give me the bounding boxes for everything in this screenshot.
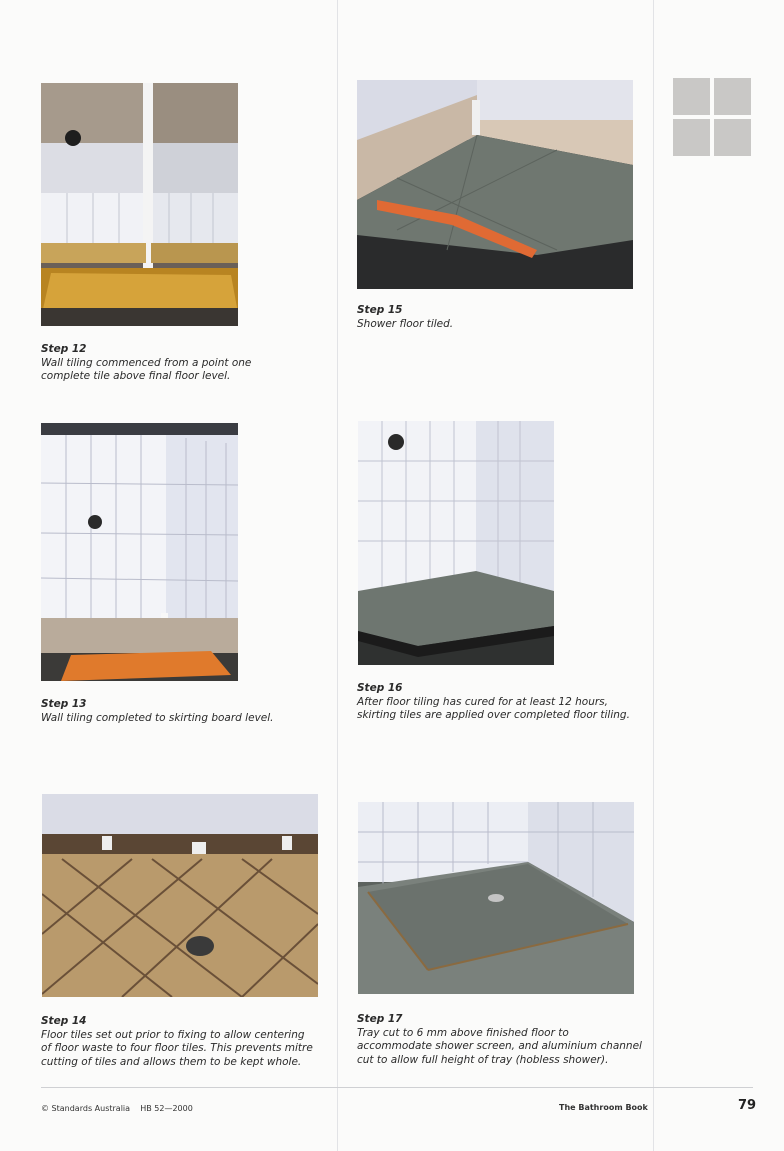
step-text: Shower floor tiled.	[357, 317, 454, 330]
step-title: Step 14	[41, 1015, 87, 1027]
step-text: Wall tiling completed to skirting board level.	[41, 711, 274, 724]
column-rule-left	[337, 0, 338, 1151]
page-number: 79	[738, 1098, 757, 1113]
tile-swatch	[714, 119, 751, 156]
step-text: Tray cut to 6 mm above finished floor to accommodate shower screen, and aluminium channel cut to allow full height of tray (hobless shower).	[357, 1026, 642, 1066]
caption-step-12	[41, 343, 271, 384]
footer-rule	[41, 1087, 753, 1088]
copyright: © Standards Australia	[41, 1104, 131, 1113]
caption-step-14	[41, 1015, 316, 1069]
tile-swatch	[673, 119, 710, 156]
photo-step-17	[358, 802, 634, 994]
book-title: The Bathroom Book	[559, 1103, 648, 1112]
caption-step-17	[357, 1013, 642, 1067]
step-title: Step 17	[357, 1013, 403, 1025]
step-title: Step 15	[357, 304, 403, 316]
step-title: Step 13	[41, 698, 87, 710]
photo-step-12	[41, 83, 238, 326]
column-rule-right	[653, 0, 654, 1151]
caption-step-16	[357, 682, 637, 723]
photo-step-16	[358, 421, 554, 665]
photo-step-13	[41, 423, 238, 681]
standard-code: HB 52—2000	[140, 1104, 193, 1113]
step-text: Wall tiling commenced from a point one complete tile above final floor level.	[41, 356, 252, 382]
caption-step-13	[41, 698, 301, 725]
photo-step-14	[42, 794, 318, 997]
tile-swatch	[673, 78, 710, 115]
step-text: Floor tiles set out prior to fixing to allow centering of floor waste to four floor tiles. This prevents mitre cutting of tiles and allows them to be kept whole.	[41, 1028, 313, 1068]
caption-step-15	[357, 304, 627, 331]
step-text: After floor tiling has cured for at least 12 hours, skirting tiles are applied over completed floor tiling.	[357, 695, 630, 721]
step-title: Step 16	[357, 682, 403, 694]
footer-left	[41, 1104, 193, 1113]
step-title: Step 12	[41, 343, 87, 355]
tile-swatch	[714, 78, 751, 115]
photo-step-15	[357, 80, 633, 289]
